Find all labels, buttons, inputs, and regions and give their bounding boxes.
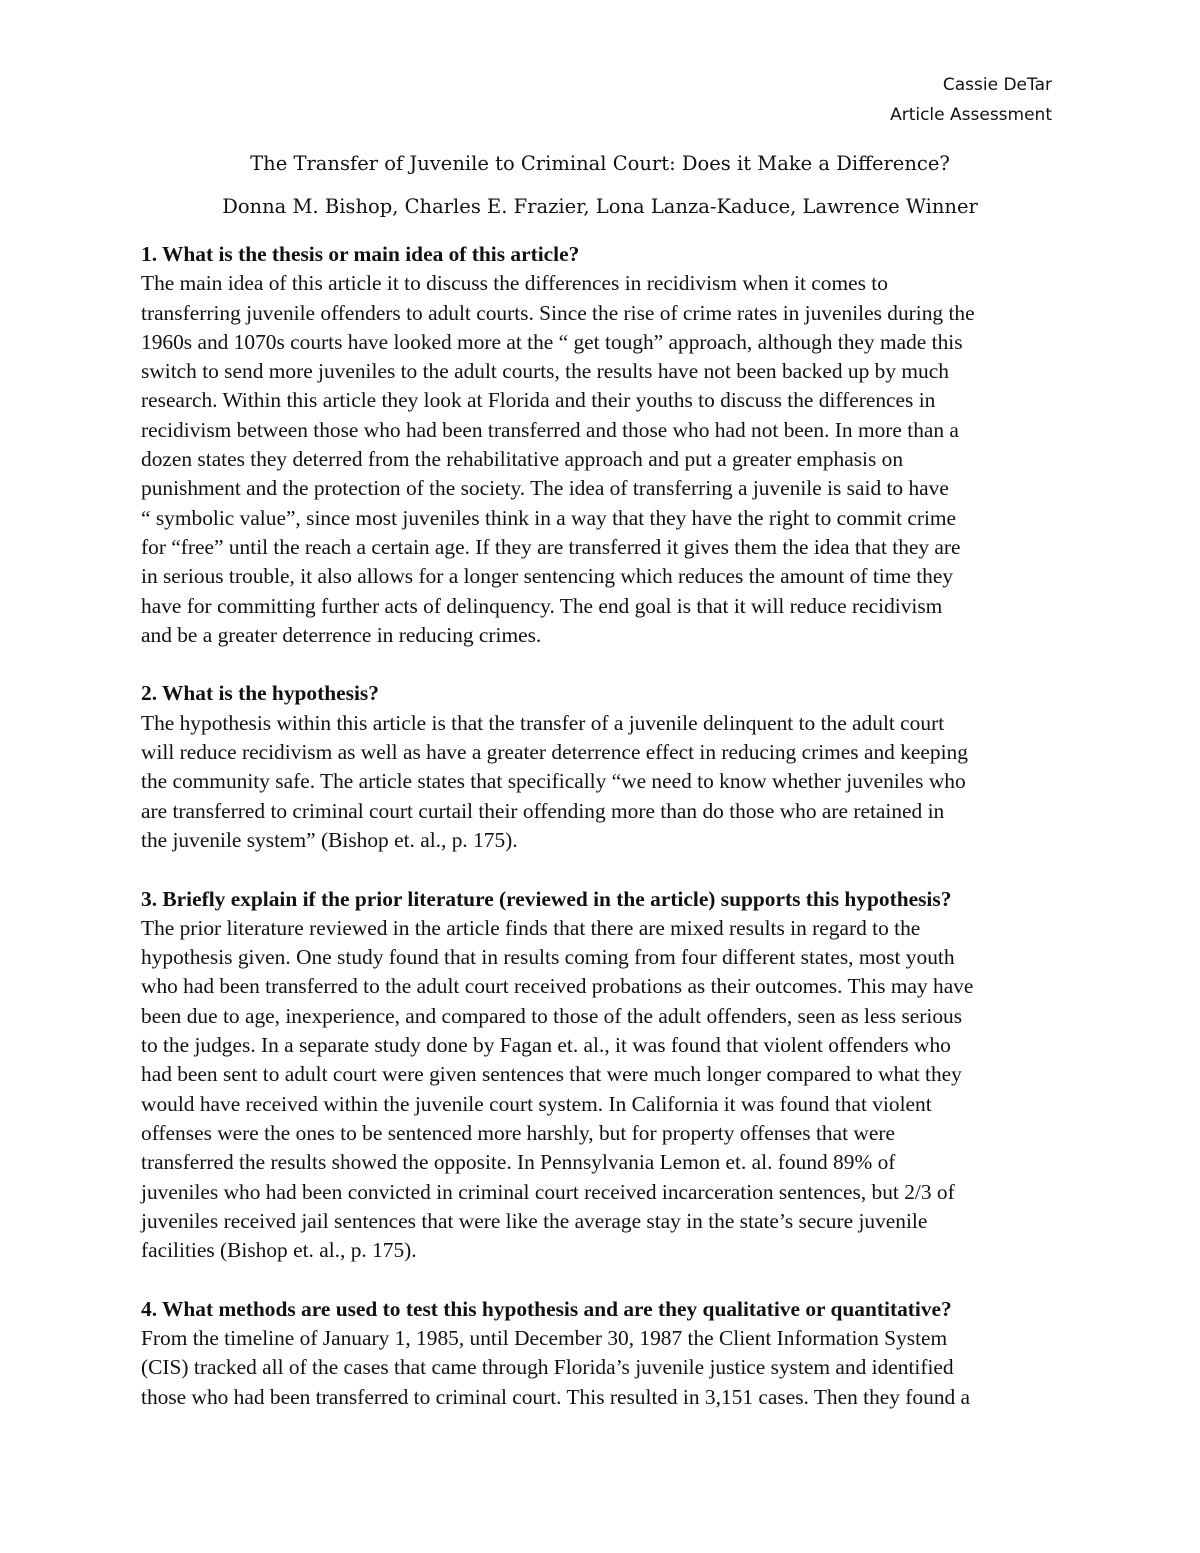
document-body xyxy=(141,240,1071,1441)
section-prior-literature xyxy=(141,885,1071,1266)
question-heading: 2. What is the hypothesis? xyxy=(141,681,379,706)
question-heading: 3. Briefly explain if the prior literature (reviewed in the article) supports this hypothesis? xyxy=(141,886,952,911)
document-type: Article Assessment xyxy=(890,105,1052,125)
answer-line: The prior literature reviewed in the article finds that there are mixed results in regard to the xyxy=(141,915,921,940)
answer-line: dozen states they deterred from the rehabilitative approach and put a greater emphasis on xyxy=(141,447,904,472)
answer-line: 1960s and 1070s courts have looked more at the “ get tough” approach, although they made this xyxy=(141,329,963,354)
answer-line: the juvenile system” (Bishop et. al., p. 175). xyxy=(141,827,518,852)
answer-line: those who had been transferred to criminal court. This resulted in 3,151 cases. Then they found a xyxy=(141,1384,971,1409)
section-thesis xyxy=(141,240,1071,650)
answer-line: to the judges. In a separate study done by Fagan et. al., it was found that violent offenders who xyxy=(141,1033,951,1058)
answer-line: The main idea of this article it to discuss the differences in recidivism when it comes to xyxy=(141,271,888,296)
answer-line: would have received within the juvenile court system. In California it was found that violent xyxy=(141,1091,932,1116)
answer-line: the community safe. The article states that specifically “we need to know whether juveniles who xyxy=(141,769,966,794)
answer-text xyxy=(141,269,1071,650)
answer-line: hypothesis given. One study found that in results coming from four different states, most youth xyxy=(141,945,955,970)
answer-line: transferred the results showed the opposite. In Pennsylvania Lemon et. al. found 89% of xyxy=(141,1150,896,1175)
answer-line: From the timeline of January 1, 1985, until December 30, 1987 the Client Information System xyxy=(141,1325,948,1350)
article-title: The Transfer of Juvenile to Criminal Court: Does it Make a Difference? xyxy=(250,152,950,175)
answer-line: recidivism between those who had been transferred and those who had not been. In more than a xyxy=(141,417,959,442)
answer-text xyxy=(141,1324,1071,1412)
answer-line: in serious trouble, it also allows for a longer sentencing which reduces the amount of time they xyxy=(141,564,954,589)
answer-line: switch to send more juveniles to the adult courts, the results have not been backed up by much xyxy=(141,359,949,384)
answer-line: “ symbolic value”, since most juveniles think in a way that they have the right to commit crime xyxy=(141,505,957,530)
answer-line: will reduce recidivism as well as have a greater deterrence effect in reducing crimes and keeping xyxy=(141,740,968,765)
answer-line: offenses were the ones to be sentenced more harshly, but for property offenses that were xyxy=(141,1120,895,1145)
article-authors: Donna M. Bishop, Charles E. Frazier, Lona Lanza-Kaduce, Lawrence Winner xyxy=(222,195,978,218)
answer-line: facilities (Bishop et. al., p. 175). xyxy=(141,1238,417,1263)
answer-line: had been sent to adult court were given sentences that were much longer compared to what they xyxy=(141,1062,962,1087)
section-methods xyxy=(141,1295,1071,1412)
document-header xyxy=(890,70,1052,130)
answer-line: juveniles who had been convicted in criminal court received incarceration sentences, but 2/3 of xyxy=(141,1179,955,1204)
answer-line: and be a greater deterrence in reducing crimes. xyxy=(141,622,542,647)
answer-line: (CIS) tracked all of the cases that came through Florida’s juvenile justice system and identified xyxy=(141,1355,954,1380)
section-hypothesis xyxy=(141,679,1071,855)
answer-line: have for committing further acts of delinquency. The end goal is that it will reduce recidivism xyxy=(141,593,943,618)
answer-line: research. Within this article they look at Florida and their youths to discuss the differences in xyxy=(141,388,936,413)
answer-text xyxy=(141,914,1071,1266)
answer-line: been due to age, inexperience, and compared to those of the adult offenders, seen as less serious xyxy=(141,1003,963,1028)
answer-line: transferring juvenile offenders to adult courts. Since the rise of crime rates in juveniles during the xyxy=(141,300,975,325)
answer-text xyxy=(141,709,1071,855)
article-citation xyxy=(0,150,1200,221)
student-name: Cassie DeTar xyxy=(942,75,1052,95)
answer-line: punishment and the protection of the society. The idea of transferring a juvenile is said to have xyxy=(141,476,949,501)
answer-line: who had been transferred to the adult court received probations as their outcomes. This may have xyxy=(141,974,974,999)
answer-line: The hypothesis within this article is that the transfer of a juvenile delinquent to the adult court xyxy=(141,710,945,735)
question-heading: 1. What is the thesis or main idea of this article? xyxy=(141,242,580,266)
answer-line: are transferred to criminal court curtail their offending more than do those who are retained in xyxy=(141,798,945,823)
question-heading: 4. What methods are used to test this hypothesis and are they qualitative or quantitative? xyxy=(141,1296,952,1321)
answer-line: for “free” until the reach a certain age. If they are transferred it gives them the idea that they are xyxy=(141,534,961,559)
answer-line: juveniles received jail sentences that were like the average stay in the state’s secure juvenile xyxy=(141,1208,928,1233)
